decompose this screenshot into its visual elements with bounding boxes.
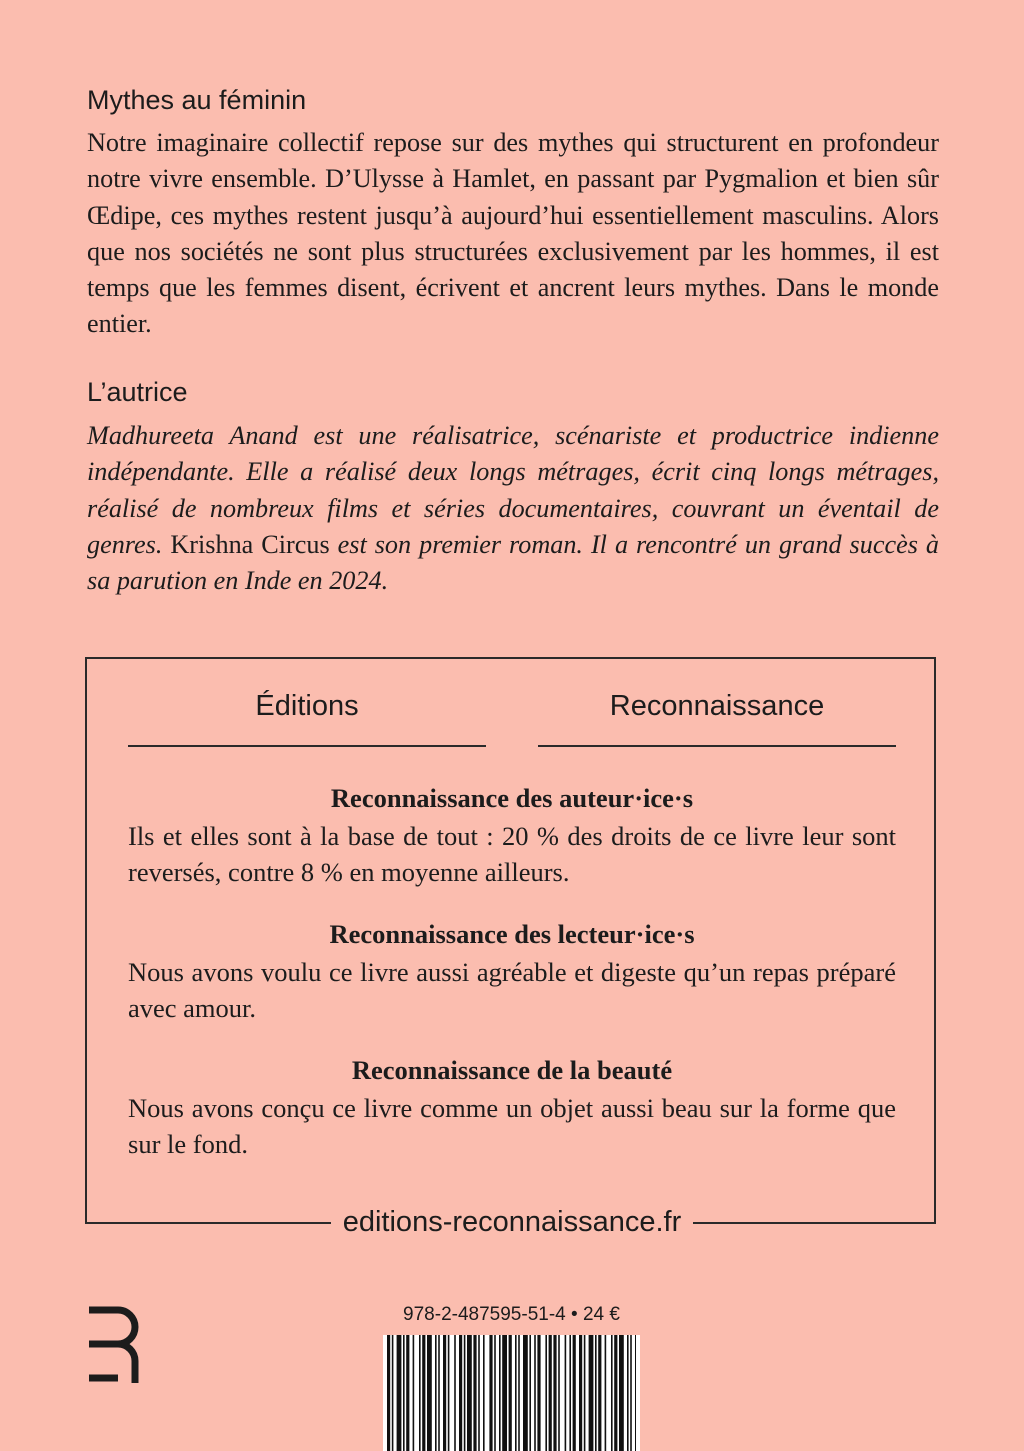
barcode-bar: [614, 1335, 617, 1451]
authors-title: Reconnaissance des auteur·ice·s: [330, 783, 694, 813]
barcode-bar: [595, 1335, 597, 1451]
barcode-bar: [478, 1335, 480, 1451]
barcode-bar: [534, 1335, 536, 1451]
readers-title: Reconnaissance des lecteur·ice·s: [329, 919, 695, 949]
barcode-bar: [397, 1335, 402, 1451]
barcode-bar: [558, 1335, 560, 1451]
barcode-bar: [589, 1335, 594, 1451]
barcode-bar: [427, 1335, 432, 1451]
authors-text: Ils et elles sont à la base de tout : 20 % des droits de ce livre leur sont reversés, contre 8 % en moyenne ailleurs.: [128, 821, 896, 887]
barcode-bar: [627, 1335, 629, 1451]
barcode-bar: [502, 1335, 507, 1451]
right-divider: [538, 745, 896, 747]
barcode-bar: [509, 1335, 512, 1451]
barcode-bar: [494, 1335, 496, 1451]
isbn-price: [383, 1302, 640, 1328]
barcode-bar: [523, 1335, 528, 1451]
barcode-bar: [413, 1335, 415, 1451]
er-monogram-logo-icon: [86, 1306, 144, 1384]
barcode-bar: [619, 1335, 624, 1451]
website-row: [0, 1203, 1024, 1241]
barcode-bar: [573, 1335, 576, 1451]
barcode-bar: [553, 1335, 556, 1451]
barcode-bar: [467, 1335, 472, 1451]
author-bio-part2: est son premier roman. Il a rencontré un grand succès à sa parution en Inde en 2024.: [87, 529, 939, 596]
barcode-bar: [387, 1335, 390, 1451]
barcode-bar: [545, 1335, 547, 1451]
barcode-bar: [435, 1335, 437, 1451]
author-paragraph: [87, 418, 939, 599]
barcode-bar: [443, 1335, 446, 1451]
book-title: Krishna Circus: [170, 529, 330, 559]
barcode-bar: [579, 1335, 582, 1451]
publisher-label-editions: Éditions: [255, 690, 359, 722]
barcode-bar: [518, 1335, 520, 1451]
barcode-bar: [569, 1335, 571, 1451]
barcode-bar: [515, 1335, 517, 1451]
barcode-bar: [473, 1335, 476, 1451]
barcode-bar: [403, 1335, 405, 1451]
barcode-bar: [419, 1335, 421, 1451]
barcode-bar: [483, 1335, 485, 1451]
barcode-bar: [499, 1335, 501, 1451]
barcode-bar: [454, 1335, 456, 1451]
barcode-bar: [611, 1335, 613, 1451]
author-bio-part1: Madhureeta Anand est une réalisatrice, scénariste et productrice indienne indépendante. Elle a réalisé deux longs métrages, écrit cinq longs métrages, réalisé de nombreux films et séries documentaires, couvrant un éventail de genres.: [87, 421, 939, 559]
barcode-bar: [529, 1335, 531, 1451]
barcode-bar: [392, 1335, 394, 1451]
beauty-text: Nous avons conçu ce livre comme un objet aussi beau sur la forme que sur le fond.: [128, 1093, 896, 1159]
barcode-bar: [537, 1335, 540, 1451]
isbn-number: 978-2-487595-51-4: [403, 1304, 566, 1325]
section-heading-author: L’autrice: [87, 377, 188, 407]
barcode-bar: [630, 1335, 632, 1451]
barcode-bar: [438, 1335, 440, 1451]
barcode-bar: [549, 1335, 552, 1451]
barcode-bar: [489, 1335, 492, 1451]
barcode-bar: [584, 1335, 586, 1451]
barcode-bar: [598, 1335, 601, 1451]
website-link[interactable]: editions-reconnaissance.fr: [331, 1203, 694, 1241]
barcode-icon: [383, 1335, 640, 1451]
price: 24 €: [582, 1304, 620, 1325]
barcode-bar: [406, 1335, 409, 1451]
left-divider: [128, 745, 486, 747]
separator-dot: •: [571, 1304, 578, 1325]
myths-paragraph: Notre imaginaire collectif repose sur des mythes qui structurent en profondeur notre vivre ensemble. D’Ulysse à Hamlet, en passant par Pygmalion et bien sûr Œdipe, ces mythes restent jusqu’à aujourd’hui essentiellement masculins. Alors que nos sociétés ne sont plus structurées exclusivement par les hommes, il est temps que les femmes disent, écrivent et ancrent leurs mythes. Dans le monde entier.: [87, 128, 939, 339]
barcode-bar: [565, 1335, 567, 1451]
publisher-label-reconnaissance: Reconnaissance: [609, 690, 825, 722]
barcode-bar: [448, 1335, 450, 1451]
section-heading-myths: Mythes au féminin: [87, 85, 307, 115]
readers-text: Nous avons voulu ce livre aussi agréable et digeste qu’un repas préparé avec amour.: [128, 957, 896, 1023]
beauty-title: Reconnaissance de la beauté: [351, 1055, 673, 1085]
barcode-bar: [464, 1335, 466, 1451]
barcode-bar: [422, 1335, 425, 1451]
barcode-bar: [459, 1335, 462, 1451]
barcode-bar: [635, 1335, 636, 1451]
barcode-bar: [605, 1335, 607, 1451]
